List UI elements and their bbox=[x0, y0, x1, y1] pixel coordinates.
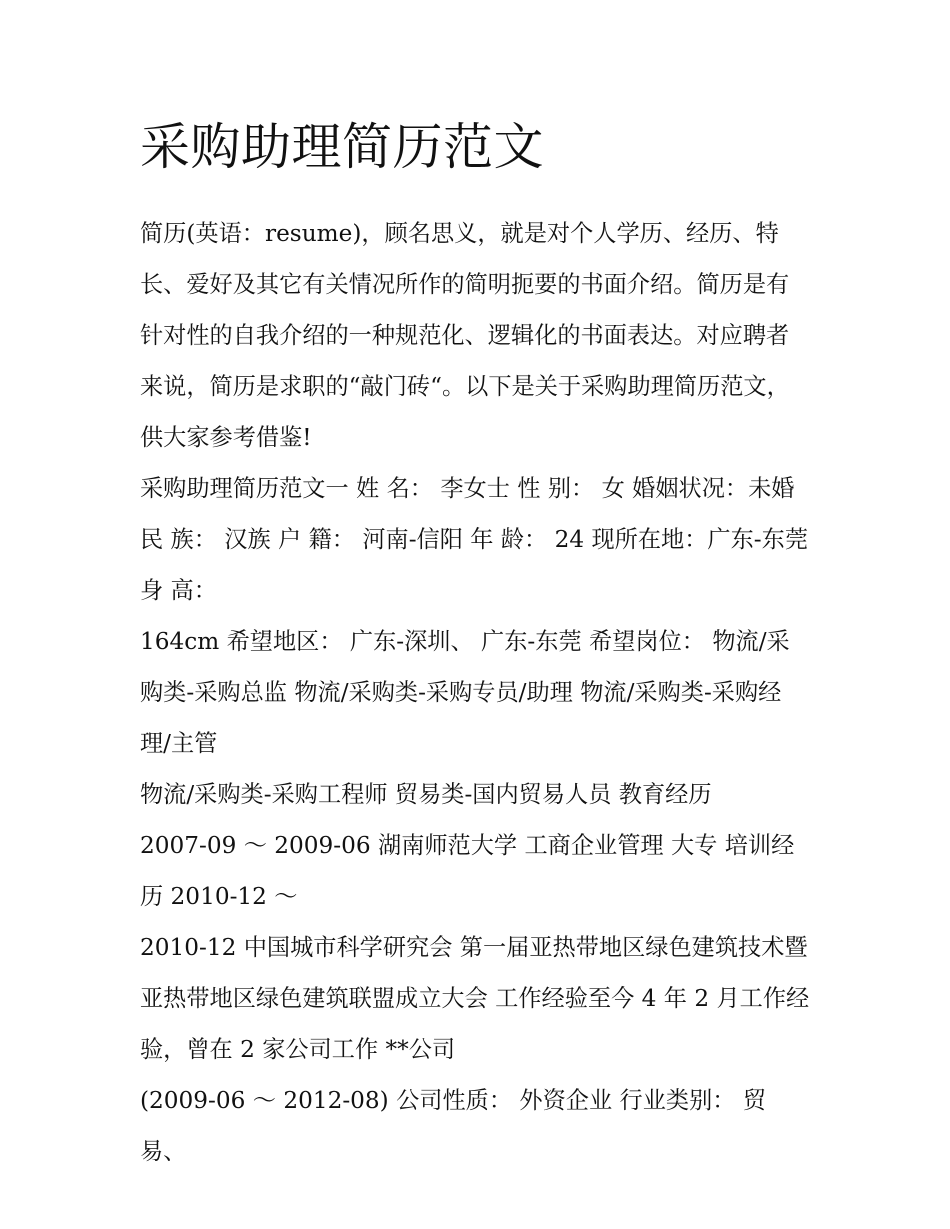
training-paragraph: 2010-12 中国城市科学研究会 第一届亚热带地区绿色建筑技术暨亚热带地区绿色建筑联盟成立大会 工作经验至今 4 年 2 月工作经验，曾在 2 家公司工作 **公司 bbox=[140, 934, 810, 1063]
intro-paragraph: 简历(英语：resume)，顾名思义，就是对个人学历、经历、特长、爱好及其它有关情况所作的简明扼要的书面介绍。简历是有针对性的自我介绍的一种规范化、逻辑化的书面表达。对应聘者来说，简历是求职的“敲门砖“。以下是关于采购助理简历范文，供大家参考借鉴! bbox=[140, 220, 790, 451]
work-experience-paragraph: (2009-06 ～ 2012-08) 公司性质： 外资企业 行业类别： 贸易、 bbox=[140, 1087, 767, 1165]
job-preference-continued-paragraph: 物流/采购类-采购工程师 贸易类-国内贸易人员 教育经历 bbox=[140, 781, 712, 808]
personal-info-paragraph: 采购助理简历范文一 姓 名： 李女士 性 别： 女 婚姻状况：未婚 民 族： 汉族 户 籍： 河南-信阳 年 龄： 24 现所在地：广东-东莞 身 高： bbox=[140, 475, 809, 604]
job-preference-paragraph: 164cm 希望地区： 广东-深圳、 广东-东莞 希望岗位： 物流/采购类-采购总监 物流/采购类-采购专员/助理 物流/采购类-采购经理/主管 bbox=[140, 628, 790, 757]
document-body bbox=[140, 208, 812, 1177]
document-page bbox=[140, 112, 812, 1177]
education-paragraph: 2007-09 ～ 2009-06 湖南师范大学 工商企业管理 大专 培训经历 2010-12 ～ bbox=[140, 832, 795, 910]
document-title: 采购助理简历范文 bbox=[140, 118, 544, 176]
